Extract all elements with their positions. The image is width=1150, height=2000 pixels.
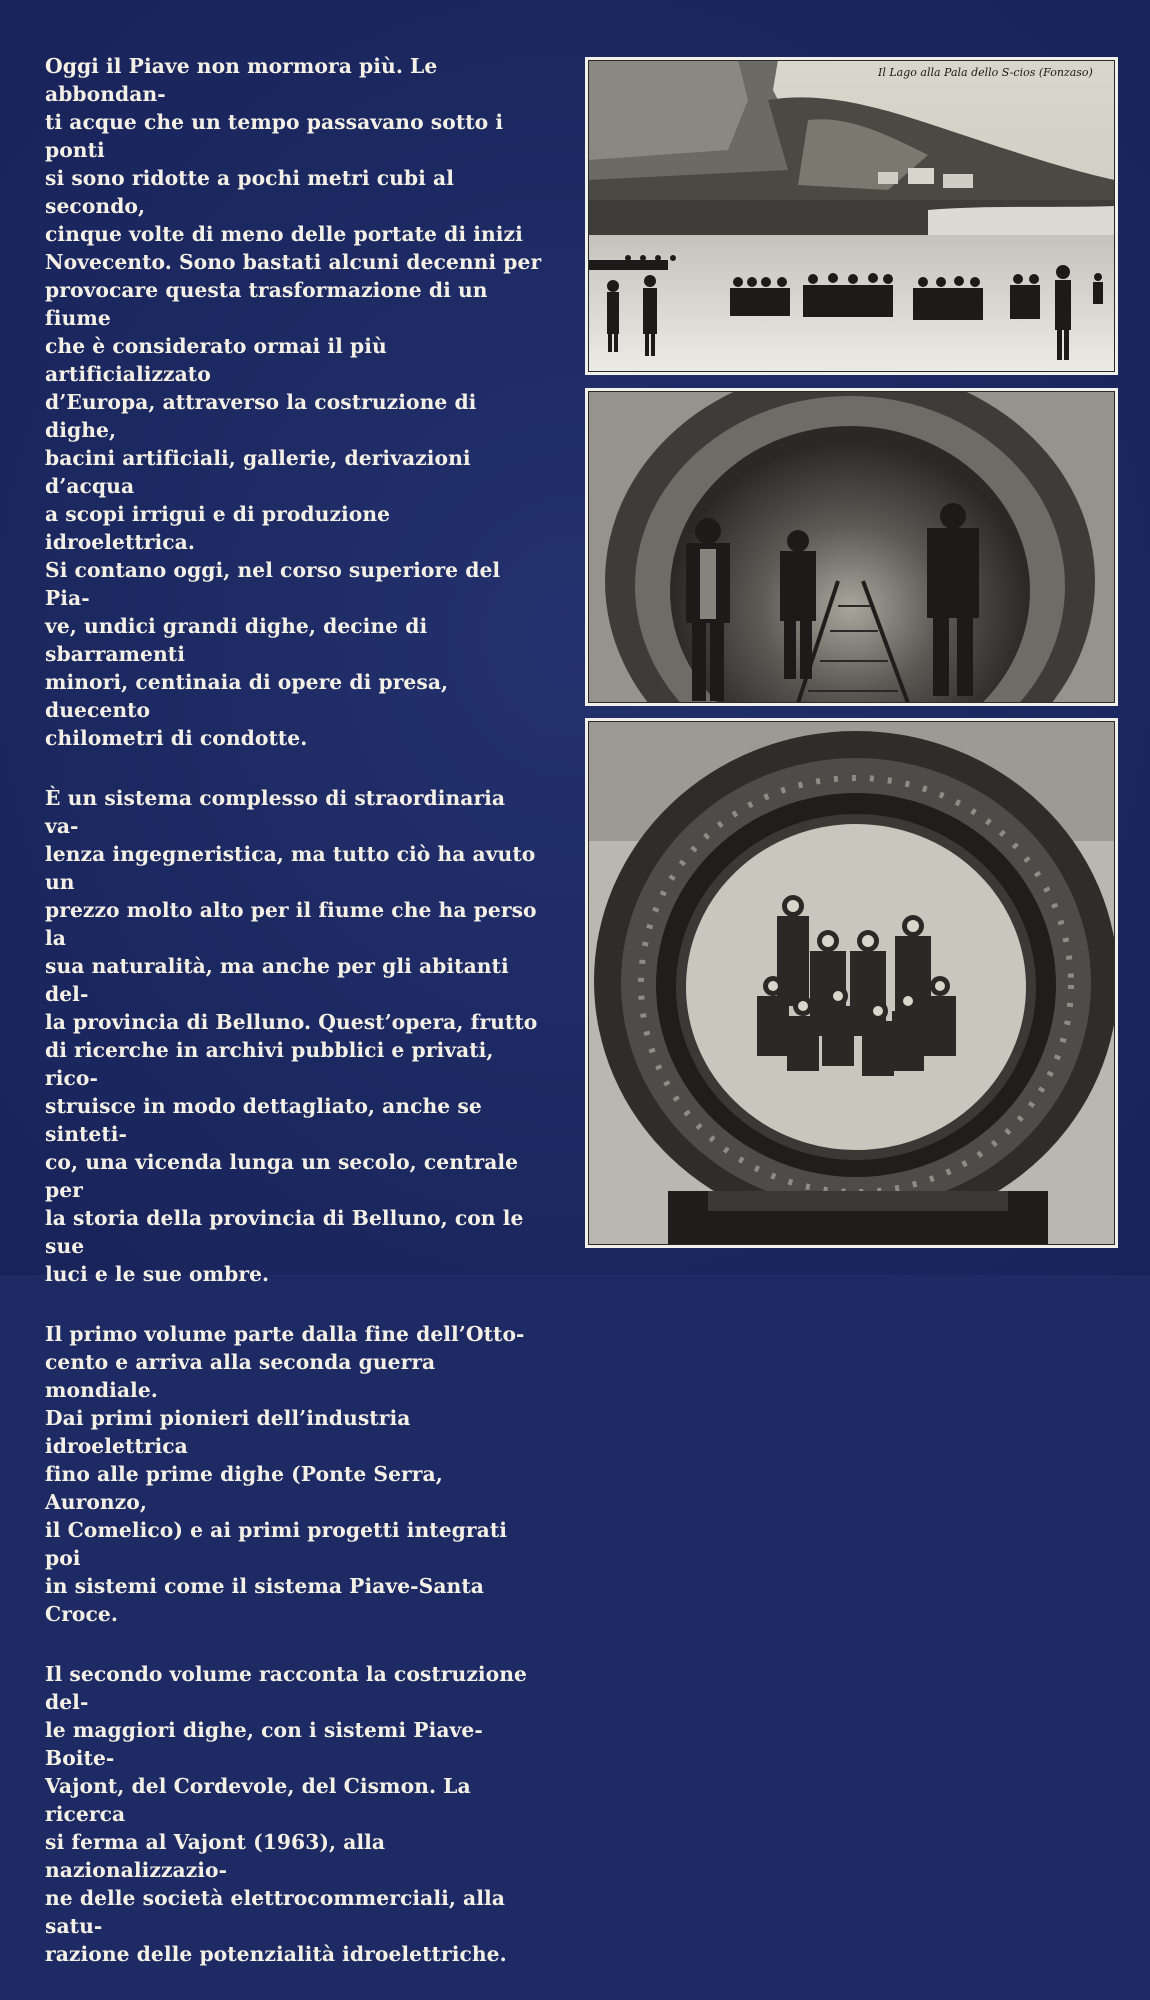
frozen-lake-illustration [588, 60, 1115, 372]
paragraph-volume-one: Il primo volume parte dalla fine dell’Otto- cento e arriva alla seconda guerra mondiale. Dai primi pionieri dell’industria idroelettrica fino alle prime dighe (Ponte Serra, Auronzo, il Comelico) e ai primi progetti integrati poi in sistemi come il sistema Piave-Santa Croce. [45, 1322, 525, 1626]
paragraph-volume-two: Il secondo volume racconta la costruzione del- le maggiori dighe, con i sistemi Piave-Boite- Vajont, del Cordevole, del Cismon. La ricerca si ferma al Vajont (1963), alla nazionalizzazio- ne delle società elettrocommerciali, alla satu- razione delle potenzialità idroelettriche. [45, 1662, 527, 1966]
photo-tunnel-workers [585, 388, 1118, 706]
lake-caption: Il Lago alla Pala dello S-cios (Fonzaso) [878, 66, 1093, 79]
tunnel-illustration [588, 391, 1115, 703]
generator-illustration [588, 721, 1115, 1245]
photo-generator-group [585, 718, 1118, 1248]
paragraph-intro: Oggi il Piave non mormora più. Le abbondan- ti acque che un tempo passavano sotto i ponti si sono ridotte a pochi metri cubi al secondo, cinque volte di meno delle portate di inizi Novecento. Sono bastati alcuni decenni per provocare questa trasformazione di un fiume che è considerato ormai il più artificializzato d’Europa, attraverso la costruzione di dighe, bacini artificiali, gallerie, derivazioni d’acqua a scopi irrigui e di produzione idroelettrica. Si contano oggi, nel corso superiore del Pia- ve, undici grandi dighe, decine di sbarramenti minori, centinaia di opere di presa, duecento chilometri di condotte. [45, 54, 542, 750]
paragraph-system: È un sistema complesso di straordinaria va- lenza ingegneristica, ma tutto ciò ha avuto un prezzo molto alto per il fiume che ha perso la sua naturalità, ma anche per gli abitanti del- la provincia di Belluno. Quest’opera, frutto di ricerche in archivi pubblici e privati, rico- struisce in modo dettagliato, anche se sinteti- co, una vicenda lunga un secolo, centrale per la storia della provincia di Belluno, con le sue luci e le sue ombre. [45, 786, 538, 1286]
text-column [45, 52, 545, 2000]
photo-frozen-lake [585, 57, 1118, 375]
